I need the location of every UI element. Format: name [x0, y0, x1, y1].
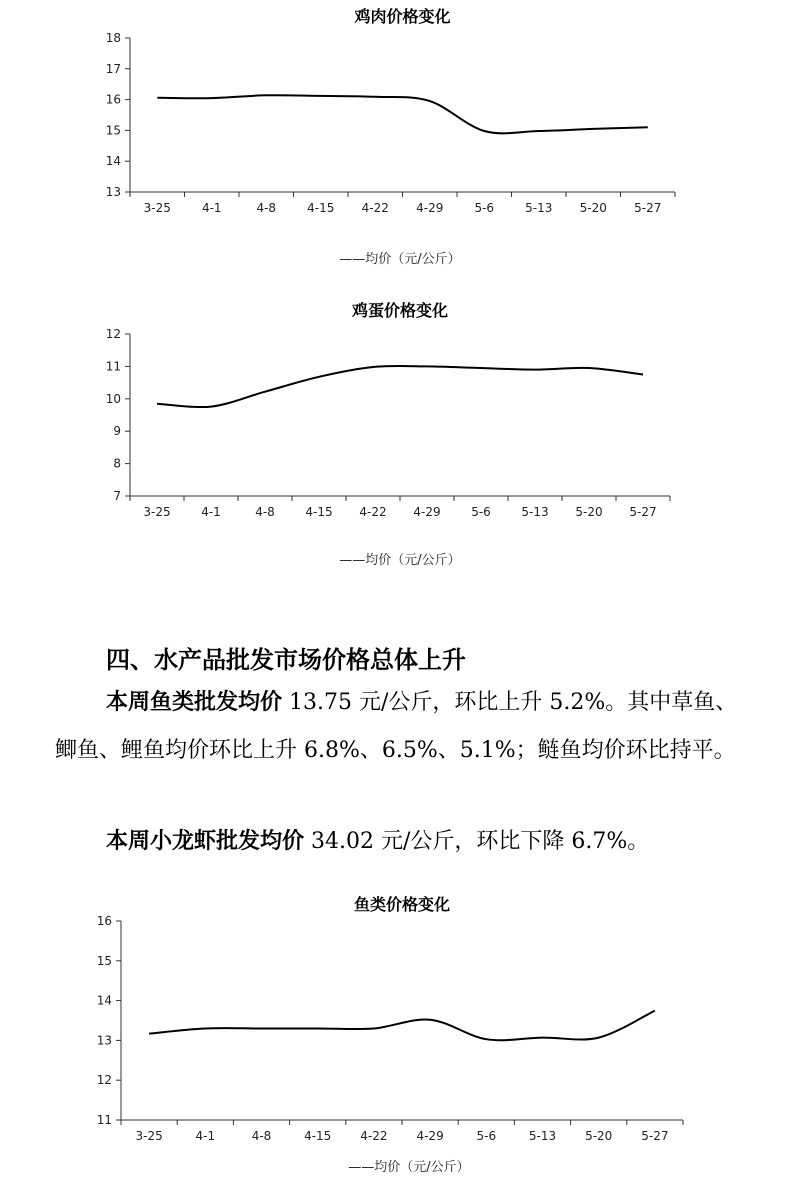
egg-x-tick-label: 3-25	[143, 505, 171, 519]
egg-legend-label: ——均价（元/公斤）	[339, 553, 461, 568]
egg-y-tick-label: 12	[105, 327, 121, 341]
chicken-chart-title: 鸡肉价格变化	[354, 7, 451, 26]
fish-x-tick-label: 5-20	[585, 1129, 613, 1143]
egg-x-tick-label: 4-1	[201, 505, 221, 519]
egg-x-tick-label: 5-27	[629, 505, 657, 519]
crayfish-price-lead: 本周小龙虾批发均价	[106, 829, 305, 854]
egg-x-tick-label: 4-29	[413, 505, 441, 519]
fish-y-tick-label: 11	[96, 1113, 112, 1127]
egg-chart-title: 鸡蛋价格变化	[351, 301, 449, 320]
fish-x-tick-label: 5-13	[528, 1129, 557, 1143]
chicken-series-line	[157, 95, 648, 133]
egg-series-line	[157, 366, 643, 407]
fish-price-text: 13.75 元/公斤，环比上升 5.2%。其中草鱼、鲫鱼、鲤鱼均价环比上升 6.8%、6.5%、5.1%；鲢鱼均价环比持平。	[55, 690, 738, 763]
egg-x-tick-label: 4-8	[255, 505, 275, 519]
chicken-y-tick-label: 15	[105, 123, 121, 138]
egg-y-tick-label: 11	[105, 359, 121, 374]
egg-x-tick-label: 5-20	[575, 505, 603, 519]
egg-y-tick-label: 9	[113, 424, 121, 439]
egg-y-tick-label: 8	[113, 456, 121, 471]
fish-series-line	[149, 1011, 655, 1041]
chicken-y-tick-label: 13	[105, 185, 121, 199]
chicken-y-tick-label: 16	[105, 92, 121, 107]
chicken-x-tick-label: 3-25	[143, 201, 171, 215]
egg-chart-svg	[0, 290, 798, 580]
chicken-y-tick-label: 17	[105, 61, 121, 76]
fish-x-tick-label: 5-6	[476, 1129, 497, 1143]
chicken-legend-label: ——均价（元/公斤）	[339, 252, 461, 267]
egg-y-tick-label: 10	[105, 391, 121, 406]
fish-y-tick-label: 16	[96, 914, 112, 928]
chicken-x-tick-label: 5-13	[525, 201, 553, 215]
fish-y-tick-label: 14	[96, 993, 112, 1008]
fish-price-paragraph	[55, 679, 755, 775]
chicken-y-tick-label: 18	[105, 31, 121, 45]
egg-y-tick-label: 7	[113, 489, 121, 503]
fish-x-tick-label: 4-8	[251, 1129, 272, 1143]
chicken-x-tick-label: 5-27	[634, 201, 662, 215]
egg-x-tick-label: 4-15	[305, 505, 333, 519]
fish-price-lead: 本周鱼类批发均价	[106, 690, 283, 715]
chicken-x-tick-label: 5-20	[579, 201, 607, 215]
chicken-price-chart	[0, 0, 798, 280]
chicken-x-tick-label: 5-6	[474, 201, 495, 215]
fish-x-tick-label: 4-1	[195, 1129, 216, 1143]
fish-y-tick-label: 15	[96, 953, 112, 968]
fish-price-chart	[0, 880, 798, 1190]
chicken-x-tick-label: 4-29	[416, 201, 444, 215]
fish-x-tick-label: 4-22	[360, 1129, 388, 1143]
chicken-x-tick-label: 4-1	[201, 201, 222, 215]
egg-x-tick-label: 5-13	[521, 505, 549, 519]
chicken-x-tick-label: 4-8	[256, 201, 277, 215]
section-heading: 四、水产品批发市场价格总体上升	[106, 646, 466, 674]
chicken-x-tick-label: 4-22	[361, 201, 389, 215]
egg-x-tick-label: 4-22	[359, 505, 387, 519]
egg-price-chart	[0, 290, 798, 580]
fish-x-tick-label: 5-27	[641, 1129, 669, 1143]
fish-x-tick-label: 4-29	[416, 1129, 444, 1143]
fish-chart-svg	[0, 880, 798, 1190]
fish-x-tick-label: 4-15	[304, 1129, 332, 1143]
fish-x-tick-label: 3-25	[135, 1129, 163, 1143]
chicken-chart-svg	[0, 0, 798, 280]
crayfish-price-text: 34.02 元/公斤，环比下降 6.7%。	[304, 829, 650, 854]
egg-x-tick-label: 5-6	[471, 505, 491, 519]
fish-y-tick-label: 12	[96, 1073, 112, 1088]
chicken-x-tick-label: 4-15	[307, 201, 335, 215]
fish-legend-label: ——均价（元/公斤）	[348, 1160, 470, 1175]
fish-y-tick-label: 13	[96, 1033, 112, 1048]
crayfish-price-paragraph	[55, 818, 755, 866]
chicken-y-tick-label: 14	[105, 154, 121, 169]
fish-chart-title: 鱼类价格变化	[353, 895, 451, 914]
